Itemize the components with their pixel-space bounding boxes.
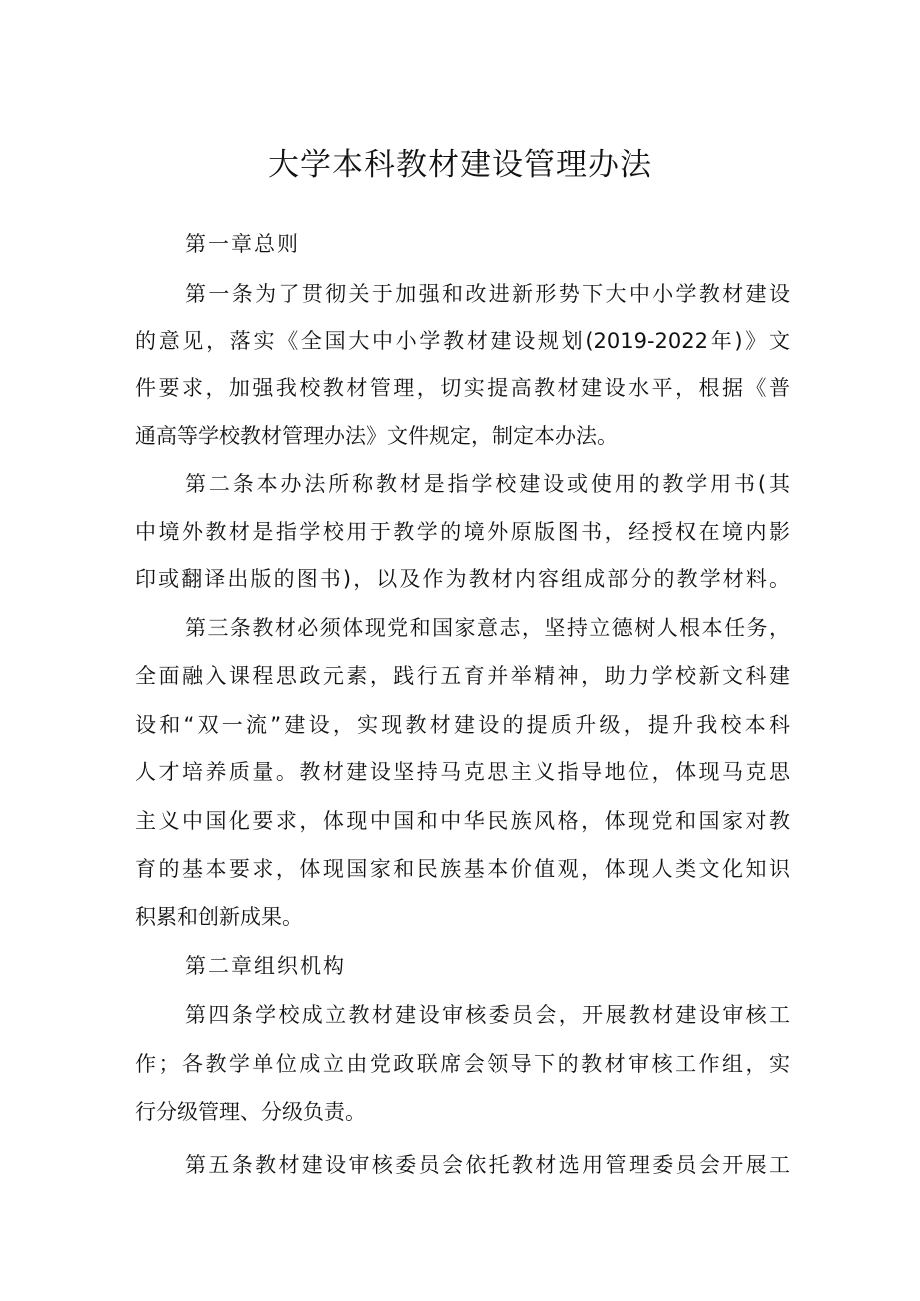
article-3-line-7: 积累和创新成果。 [135,905,303,929]
chapter-heading-1: 第一章总则 [185,232,300,256]
article-2-line-1: 第二条本办法所称教材是指学校建设或使用的教学用书(其 [185,472,790,496]
article-4-line-1: 第四条学校成立教材建设审核委员会，开展教材建设审核工 [185,1003,790,1027]
article-2-line-2: 中境外教材是指学校用于教学的境外原版图书，经授权在境内影 [135,520,790,544]
article-3-line-4: 人才培养质量。教材建设坚持马克思主义指导地位，体现马克思 [135,760,790,784]
article-3-line-5: 主义中国化要求，体现中国和中华民族风格，体现党和国家对教 [135,809,790,833]
article-1-line-3: 件要求，加强我校教材管理，切实提高教材建设水平，根据《普 [135,376,790,400]
chapter-heading-2: 第二章组织机构 [185,954,346,978]
article-3-line-6: 育的基本要求，体现国家和民族基本价值观，体现人类文化知识 [135,857,790,881]
article-2-line-3: 印或翻译出版的图书)，以及作为教材内容组成部分的教学材料。 [135,567,790,591]
article-1-line-4: 通高等学校教材管理办法》文件规定，制定本办法。 [135,424,618,448]
article-1-line-2: 的意见，落实《全国大中小学教材建设规划(2019-2022年)》文 [135,329,790,353]
article-3-line-2: 全面融入课程思政元素，践行五育并举精神，助力学校新文科建 [135,664,790,688]
article-4-line-3: 行分级管理、分级负责。 [135,1100,366,1124]
article-4-line-2: 作；各教学单位成立由党政联席会领导下的教材审核工作组，实 [135,1052,790,1076]
document-title: 大学本科教材建设管理办法 [268,147,652,183]
article-1-line-1: 第一条为了贯彻关于加强和改进新形势下大中小学教材建设 [185,282,790,306]
article-5-line-1: 第五条教材建设审核委员会依托教材选用管理委员会开展工 [185,1153,790,1177]
article-3-line-3: 设和“双一流”建设，实现教材建设的提质升级，提升我校本科 [135,713,790,737]
article-3-line-1: 第三条教材必须体现党和国家意志，坚持立德树人根本任务， [185,616,790,640]
